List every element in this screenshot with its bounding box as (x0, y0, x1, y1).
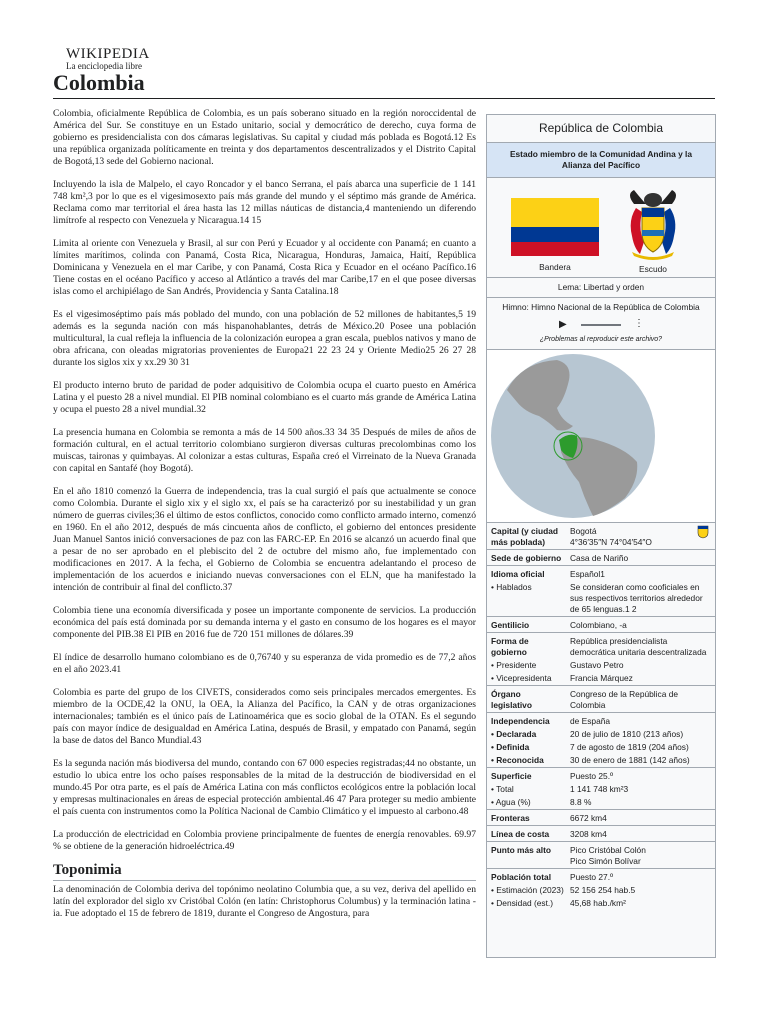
fact-label: Fronteras (487, 810, 567, 826)
fact-value[interactable]: 3208 km4 (567, 826, 715, 842)
paragraph-gdp: El producto interno bruto de paridad de poder adquisitivo de Colombia ocupa el cuarto puesto en América Latina y el puesto 28 a nivel mundial. El PIB nominal colombiano es el cuarto más grande de América Latina y ocupa el puesto 28 a nivel mundial.32 (53, 380, 476, 415)
paragraph-borders: Limita al oriente con Venezuela y Brasil, al sur con Perú y Ecuador y al occidente con Panamá; en cuanto a límites marítimos, colinda con Panamá, Costa Rica, Nicaragua, Honduras, Jamaica, Haití, República Dominicana y Venezuela en el mar Caribe, y con Panamá, Costa Rica y Ecuador en el océano Pacífico.16 Tiene costas en el océano Pacífico y acceso al Atlántico a través del mar Caribe,17 en el que posee diversas islas como el archipiélago de San Andrés, Providencia y Santa Catalina.18 (53, 238, 476, 297)
facts-rows (487, 549, 715, 910)
wikipedia-tagline: La enciclopedia libre (66, 61, 142, 71)
fact-value[interactable]: Colombiano, -a (567, 617, 715, 633)
fact-label: • Densidad (est.) (491, 898, 554, 908)
fact-label: Forma de gobierno (487, 633, 567, 660)
fact-row (487, 659, 715, 672)
fact-label: • Presidente (491, 660, 537, 670)
fact-value[interactable]: 30 de enero de 1881 (142 años) (570, 755, 690, 765)
facts-table (487, 522, 715, 549)
fact-row (487, 550, 715, 566)
paragraph-biodiversity: Es la segunda nación más biodiversa del mundo, contando con 67 000 especies registradas;44 no obstante, un estudio lo ubica entre los ocho países responsables de la mitad de la destrucción de biodiversidad en el mundo.45 Por otra parte, es el país de América Latina con más conflictos ecológicos entre la población local y empresas multinacionales en áreas de especial protección ambiental.46 47 Para proteger su medio ambiente el país cuenta con instrumentos como la Política Nacional de Cambio Climático y el impuesto al carbono.48 (53, 758, 476, 817)
flag-stripe-yellow (511, 198, 599, 227)
fact-row (487, 884, 715, 897)
globe-map-image (487, 350, 715, 522)
fact-value[interactable]: Congreso de la República de Colombia (567, 686, 715, 713)
play-icon[interactable]: ▶ (559, 319, 567, 330)
fact-row (487, 768, 715, 784)
capital-coat-icon (697, 525, 709, 539)
paragraph-population: Es el vigesimoséptimo país más poblado del mundo, con una población de 52 millones de habitantes,5 19 además es la segunda nación con más hispanohablantes, detrás de México.20 Posee una población multicultural, la cual refleja la influencia de la colonización europea a gran escala, pueblos nativos y mano de obra africana, con oleadas migratorias provenientes de Europa21 22 23 24 y Oriente Medio25 26 27 28 durante los siglos xix y xx.29 30 31 (53, 309, 476, 368)
anthem[interactable]: Himno: Himno Nacional de la República de Colombia (502, 302, 700, 312)
fact-label: • Declarada (491, 729, 537, 739)
fact-row (487, 566, 715, 582)
fact-label: Línea de costa (487, 826, 567, 842)
fact-row (487, 672, 715, 686)
paragraph-toponimia: La denominación de Colombia deriva del topónimo neolatino Columbia que, a su vez, deriva del apellido en latín del explorador del siglo xv Cristóbal Colón (en latín: Christophorus Columbus) y la terminación latina -ia. Fue adoptado el 15 de febrero de 1819, durante el Congreso de Angostura, para (53, 884, 476, 919)
fact-value[interactable]: Casa de Nariño (567, 550, 715, 566)
paragraph-hdi: El índice de desarrollo humano colombiano es de 0,76740 y su esperanza de vida promedio es de 77,2 años en el año 2023.41 (53, 652, 476, 675)
fact-value[interactable]: Se consideran como cooficiales en sus respectivos territorios alrededor de 65 lenguas.1 2 (570, 582, 703, 614)
fact-label: Superficie (487, 768, 567, 784)
paragraph-surface: Incluyendo la isla de Malpelo, el cayo Roncador y el banco Serrana, el país abarca una superficie de 1 141 748 km²,3 por lo que es el vigesimosexto país más grande del mundo y el séptimo más grande de América. Reclama como mar territorial el área hasta las 12 millas náuticas de distancia,4 manteniendo un diferendo limítrofe al respecto con Venezuela y Nicaragua.14 15 (53, 179, 476, 226)
audio-progress-bar[interactable] (581, 324, 621, 326)
fact-row (487, 713, 715, 729)
wikipedia-wordmark: WIKIPEDIA (66, 46, 150, 62)
title-divider (53, 98, 715, 99)
flag-stripe-red (511, 242, 599, 257)
fact-value[interactable]: 45,68 hab./km² (570, 898, 626, 908)
fact-label: • Estimación (2023) (491, 885, 564, 895)
fact-value[interactable]: Pico Cristóbal Colón Pico Simón Bolívar (567, 842, 715, 869)
location-map[interactable] (487, 350, 715, 522)
coat-of-arms-image[interactable] (624, 190, 682, 262)
fact-label: Independencia (487, 713, 567, 729)
paragraph-history: La presencia humana en Colombia se remonta a más de 14 500 años.33 34 35 Después de miles de años de formación cultural, en el actual territorio colombiano surgieron diversas culturas precolombinas como los muiscas, taironas y quimbayas. Al colonizar a estas culturas, España creó el Virreinato de la Nueva Granada con capital en Santafé (hoy Bogotá). (53, 427, 476, 474)
fact-value[interactable]: Puesto 27.º (567, 869, 715, 885)
section-heading-toponimia: Toponimia (53, 864, 476, 881)
coat-caption[interactable]: Escudo (639, 264, 667, 274)
fact-row (487, 686, 715, 713)
fact-row (487, 741, 715, 754)
fact-value[interactable]: Francia Márquez (570, 673, 633, 683)
wikipedia-logo[interactable] (66, 46, 150, 71)
fact-row (487, 842, 715, 869)
row-capital (487, 523, 715, 550)
fact-row (487, 826, 715, 842)
fact-label: Órgano legislativo (487, 686, 567, 713)
fact-row (487, 754, 715, 768)
fact-value[interactable]: 7 de agosto de 1819 (204 años) (570, 742, 689, 752)
flag-stripe-blue (511, 227, 599, 242)
fact-value[interactable]: 1 141 748 km²3 (570, 784, 629, 794)
fact-label: • Vicepresidenta (491, 673, 552, 683)
more-icon[interactable]: ⋮ (634, 318, 644, 329)
capital-coords-link[interactable]: 4°36′35″N 74°04′54″O (570, 537, 652, 547)
article-body (53, 108, 476, 931)
fact-row (487, 869, 715, 885)
flag-caption[interactable]: Bandera (539, 262, 571, 272)
fact-row (487, 617, 715, 633)
fact-label: • Total (491, 784, 514, 794)
paragraph-electricity: La producción de electricidad en Colombia proviene principalmente de fuentes de energía renovables. 69.97 % se obtiene de la generación hidroeléctrica.49 (53, 829, 476, 852)
fact-label: Sede de gobierno (487, 550, 567, 566)
infobox-subtitle: Estado miembro de la Comunidad Andina y la Alianza del Pacífico (487, 143, 715, 178)
fact-label: • Hablados (491, 582, 532, 592)
fact-label: Gentilicio (487, 617, 567, 633)
row-key: Capital (y ciudad más poblada) (487, 523, 567, 550)
fact-value[interactable]: 20 de julio de 1810 (213 años) (570, 729, 684, 739)
player-problem-link[interactable]: ¿Problemas al reproducir este archivo? (487, 334, 715, 350)
infobox-symbols (487, 178, 715, 278)
fact-row (487, 783, 715, 796)
fact-row (487, 796, 715, 810)
infobox (486, 114, 716, 958)
fact-label: • Agua (%) (491, 797, 531, 807)
infobox-title: República de Colombia (487, 115, 715, 143)
fact-row (487, 581, 715, 617)
fact-value[interactable]: de España (567, 713, 715, 729)
fact-row (487, 897, 715, 910)
row-value (567, 523, 715, 550)
fact-value[interactable]: Gustavo Petro (570, 660, 624, 670)
fact-value[interactable]: 52 156 254 hab.5 (570, 885, 636, 895)
fact-row (487, 728, 715, 741)
fact-label: Idioma oficial (487, 566, 567, 582)
fact-row (487, 633, 715, 660)
fact-value[interactable]: Puesto 25.º (567, 768, 715, 784)
paragraph-independence: En el año 1810 comenzó la Guerra de independencia, tras la cual surgió el país que actualmente se conoce como Colombia. Durante el siglo xix y el siglo xx, el país se ha caracterizó por su inestabilidad y un gran número de guerras civiles;36 el último de estos conflictos, conocido como conflicto armado interno, comenzó en 1960. En el año 2012, después de más cincuenta años de conflicto, el gobierno del entonces presidente Juan Manuel Santos inició conversaciones de paz con las FARC-EP. En 2016 se alcanzó un acuerdo final que a pesar de no ser aprobado en el plebiscito del 2 de octubre del mismo año, fue implementado con modificaciones en 2017. A la fecha, el Gobierno de Colombia se encuentra adelantando el proceso de implementación de los acuerdos e iniciando nuevas conversaciones con el ELN, que ha manifestado la intención de contribuir al final del conflicto.37 (53, 486, 476, 593)
motto: Lema: Libertad y orden (487, 278, 715, 298)
paragraph-intro: Colombia, oficialmente República de Colombia, es un país soberano situado en la región noroccidental de América del Sur. Se constituye en un Estado unitario, social y democrático de derecho, cuya forma de gobierno es presidencialista con dos cámaras legislativas. Su capital y ciudad más poblada es Bogotá.12 Es una república organizada políticamente en treinta y dos departamentos descentralizados y el Distrito Capital de Bogotá,13 sede del Gobierno nacional. (53, 108, 476, 167)
fact-value[interactable]: 6672 km4 (567, 810, 715, 826)
fact-label: Punto más alto (487, 842, 567, 869)
fact-label: Población total (487, 869, 567, 885)
paragraph-economy: Colombia tiene una economía diversificada y posee un importante componente de servicios. La producción económica del país está dominada por su demanda interna y el gasto en consumo de los hogares es el mayor componente del PIB.38 El PIB en 2016 fue de 720 151 millones de dólares.39 (53, 605, 476, 640)
capital-link[interactable]: Bogotá (570, 526, 597, 536)
fact-value[interactable]: República presidencialista democrática unitaria descentralizada (567, 633, 715, 660)
fact-label: • Definida (491, 742, 530, 752)
audio-player[interactable] (551, 318, 651, 332)
fact-value[interactable]: Español1 (567, 566, 715, 582)
fact-row (487, 810, 715, 826)
fact-label: • Reconocida (491, 755, 544, 765)
fact-value[interactable]: 8.8 % (570, 797, 592, 807)
page-title: Colombia (53, 70, 145, 95)
paragraph-organizations: Colombia es parte del grupo de los CIVETS, considerados como seis principales mercados emergentes. Es miembro de la OCDE,42 la ONU, la OEA, la Alianza del Pacífico, la CAN y de otras organizaciones internacionales; también es el único país de Latinoamérica que es socio global de la OTAN. Es el segundo país con mayor índice de desigualdad en América Latina, después de Brasil, y empatado con Panamá, según la base de datos del Banco Mundial.43 (53, 687, 476, 746)
flag-image[interactable] (511, 198, 599, 256)
